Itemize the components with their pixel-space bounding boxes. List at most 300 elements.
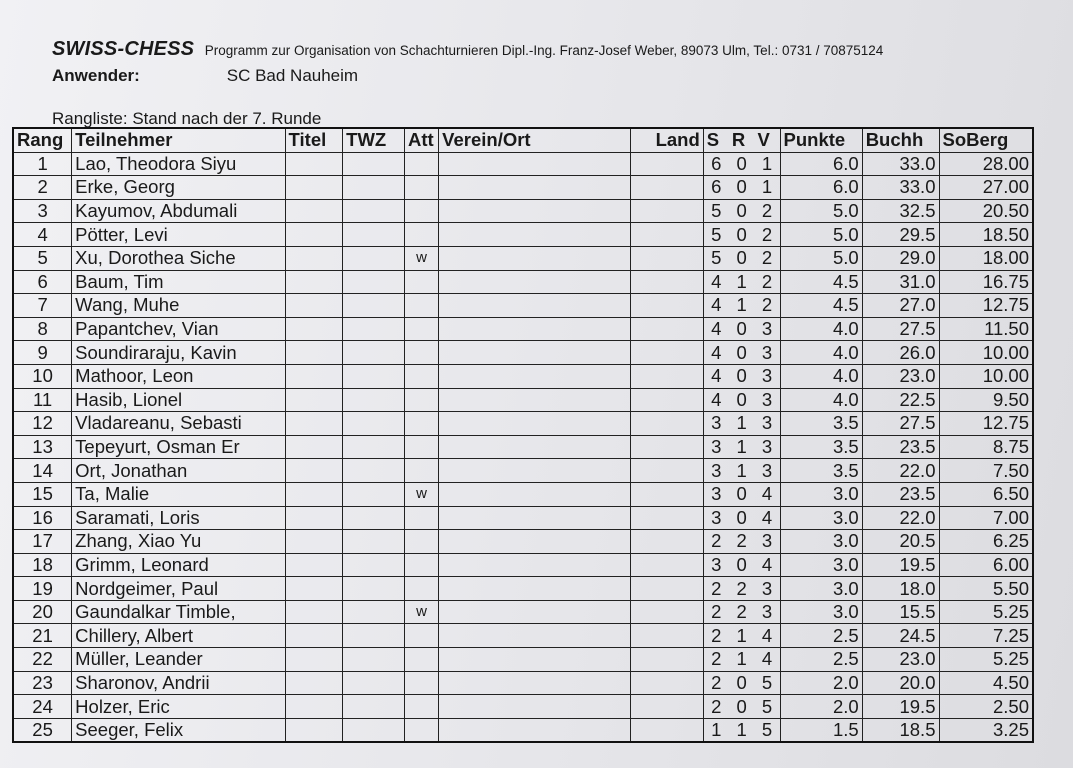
title-cell xyxy=(285,624,343,648)
table-row xyxy=(13,459,1033,483)
wins-cell: 5 xyxy=(703,246,729,270)
country-cell xyxy=(631,364,704,388)
points-cell: 6.0 xyxy=(780,176,862,200)
sonneborn-berger-cell: 9.50 xyxy=(939,388,1033,412)
country-cell xyxy=(631,412,704,436)
points-cell: 4.0 xyxy=(780,317,862,341)
draws-cell: 0 xyxy=(729,317,755,341)
points-cell: 3.0 xyxy=(780,506,862,530)
table-row xyxy=(13,223,1033,247)
draws-cell: 0 xyxy=(729,246,755,270)
rank-cell: 22 xyxy=(13,648,72,672)
title-cell xyxy=(285,577,343,601)
table-row xyxy=(13,152,1033,176)
points-cell: 2.0 xyxy=(780,695,862,719)
table-row xyxy=(13,577,1033,601)
sonneborn-berger-cell: 18.00 xyxy=(939,246,1033,270)
draws-cell: 1 xyxy=(729,412,755,436)
sonneborn-berger-cell: 7.00 xyxy=(939,506,1033,530)
wins-cell: 3 xyxy=(703,482,729,506)
wins-cell: 4 xyxy=(703,317,729,341)
sonneborn-berger-cell: 16.75 xyxy=(939,270,1033,294)
rank-cell: 10 xyxy=(13,364,72,388)
sonneborn-berger-cell: 27.00 xyxy=(939,176,1033,200)
twz-cell xyxy=(343,435,405,459)
club-cell xyxy=(439,223,631,247)
participant-name-cell: Müller, Leander xyxy=(72,648,285,672)
draws-cell: 1 xyxy=(729,648,755,672)
wins-cell: 4 xyxy=(703,388,729,412)
wins-cell: 2 xyxy=(703,624,729,648)
participant-name-cell: Kayumov, Abdumali xyxy=(72,199,285,223)
wins-cell: 3 xyxy=(703,435,729,459)
att-cell xyxy=(405,341,439,365)
wins-cell: 2 xyxy=(703,648,729,672)
wins-cell: 2 xyxy=(703,600,729,624)
points-cell: 4.0 xyxy=(780,341,862,365)
country-cell xyxy=(631,553,704,577)
club-cell xyxy=(439,270,631,294)
draws-cell: 0 xyxy=(729,695,755,719)
twz-cell xyxy=(343,624,405,648)
wins-cell: 5 xyxy=(703,199,729,223)
participant-name-cell: Vladareanu, Sebasti xyxy=(72,412,285,436)
country-cell xyxy=(631,294,704,318)
participant-name-cell: Ta, Malie xyxy=(72,482,285,506)
participant-name-cell: Zhang, Xiao Yu xyxy=(72,530,285,554)
losses-cell: 2 xyxy=(754,246,780,270)
draws-cell: 1 xyxy=(729,270,755,294)
draws-cell: 1 xyxy=(729,718,755,742)
program-info: Programm zur Organisation von Schachturnieren Dipl.-Ing. Franz-Josef Weber, 89073 Ulm, Tel.: 0731 / 70875124 xyxy=(204,43,884,58)
col-header-s: S xyxy=(703,128,729,152)
twz-cell xyxy=(343,341,405,365)
losses-cell: 3 xyxy=(754,412,780,436)
club-cell xyxy=(439,695,631,719)
buchholz-cell: 23.5 xyxy=(862,435,939,459)
participant-name-cell: Gaundalkar Timble, xyxy=(72,600,285,624)
twz-cell xyxy=(343,364,405,388)
table-header-row xyxy=(13,128,1033,152)
sonneborn-berger-cell: 11.50 xyxy=(939,317,1033,341)
losses-cell: 5 xyxy=(754,695,780,719)
losses-cell: 4 xyxy=(754,624,780,648)
col-header-rang: Rang xyxy=(13,128,72,152)
col-header-v: V xyxy=(754,128,780,152)
twz-cell xyxy=(343,482,405,506)
points-cell: 4.5 xyxy=(780,270,862,294)
twz-cell xyxy=(343,530,405,554)
points-cell: 3.5 xyxy=(780,412,862,436)
points-cell: 3.0 xyxy=(780,600,862,624)
club-cell xyxy=(439,600,631,624)
country-cell xyxy=(631,317,704,341)
buchholz-cell: 29.0 xyxy=(862,246,939,270)
buchholz-cell: 23.5 xyxy=(862,482,939,506)
col-header-teilnehmer: Teilnehmer xyxy=(72,128,285,152)
draws-cell: 0 xyxy=(729,152,755,176)
country-cell xyxy=(631,176,704,200)
club-cell xyxy=(439,176,631,200)
points-cell: 2.5 xyxy=(780,648,862,672)
country-cell xyxy=(631,152,704,176)
table-row xyxy=(13,695,1033,719)
rank-cell: 6 xyxy=(13,270,72,294)
buchholz-cell: 19.5 xyxy=(862,695,939,719)
draws-cell: 0 xyxy=(729,176,755,200)
wins-cell: 4 xyxy=(703,341,729,365)
participant-name-cell: Papantchev, Vian xyxy=(72,317,285,341)
club-cell xyxy=(439,577,631,601)
col-header-verein: Verein/Ort xyxy=(439,128,631,152)
club-cell xyxy=(439,624,631,648)
att-cell xyxy=(405,577,439,601)
losses-cell: 2 xyxy=(754,223,780,247)
col-header-twz: TWZ xyxy=(343,128,405,152)
club-cell xyxy=(439,388,631,412)
sonneborn-berger-cell: 4.50 xyxy=(939,671,1033,695)
twz-cell xyxy=(343,553,405,577)
rank-cell: 11 xyxy=(13,388,72,412)
club-cell xyxy=(439,671,631,695)
title-cell xyxy=(285,246,343,270)
country-cell xyxy=(631,577,704,601)
att-cell xyxy=(405,317,439,341)
title-cell xyxy=(285,270,343,294)
col-header-buchh: Buchh xyxy=(862,128,939,152)
participant-name-cell: Grimm, Leonard xyxy=(72,553,285,577)
losses-cell: 3 xyxy=(754,577,780,601)
att-cell xyxy=(405,459,439,483)
country-cell xyxy=(631,648,704,672)
sonneborn-berger-cell: 5.50 xyxy=(939,577,1033,601)
losses-cell: 4 xyxy=(754,553,780,577)
losses-cell: 3 xyxy=(754,341,780,365)
rank-cell: 9 xyxy=(13,341,72,365)
table-row xyxy=(13,435,1033,459)
country-cell xyxy=(631,482,704,506)
rank-cell: 20 xyxy=(13,600,72,624)
sonneborn-berger-cell: 5.25 xyxy=(939,648,1033,672)
points-cell: 3.0 xyxy=(780,553,862,577)
title-cell xyxy=(285,294,343,318)
losses-cell: 3 xyxy=(754,388,780,412)
points-cell: 3.0 xyxy=(780,577,862,601)
table-row xyxy=(13,317,1033,341)
sonneborn-berger-cell: 28.00 xyxy=(939,152,1033,176)
participant-name-cell: Saramati, Loris xyxy=(72,506,285,530)
draws-cell: 0 xyxy=(729,671,755,695)
club-cell xyxy=(439,199,631,223)
losses-cell: 2 xyxy=(754,294,780,318)
att-cell xyxy=(405,294,439,318)
club-cell xyxy=(439,317,631,341)
table-row xyxy=(13,648,1033,672)
points-cell: 4.5 xyxy=(780,294,862,318)
att-cell xyxy=(405,695,439,719)
draws-cell: 1 xyxy=(729,435,755,459)
brand-title: SWISS-CHESS xyxy=(52,38,195,60)
rank-cell: 18 xyxy=(13,553,72,577)
points-cell: 2.0 xyxy=(780,671,862,695)
wins-cell: 3 xyxy=(703,506,729,530)
att-cell: w xyxy=(405,482,439,506)
club-cell xyxy=(439,530,631,554)
twz-cell xyxy=(343,294,405,318)
wins-cell: 1 xyxy=(703,718,729,742)
twz-cell xyxy=(343,388,405,412)
country-cell xyxy=(631,223,704,247)
wins-cell: 2 xyxy=(703,695,729,719)
col-header-r: R xyxy=(729,128,755,152)
table-row xyxy=(13,553,1033,577)
country-cell xyxy=(631,506,704,530)
draws-cell: 0 xyxy=(729,364,755,388)
sonneborn-berger-cell: 2.50 xyxy=(939,695,1033,719)
twz-cell xyxy=(343,695,405,719)
att-cell xyxy=(405,553,439,577)
att-cell xyxy=(405,435,439,459)
col-header-soberg: SoBerg xyxy=(939,128,1033,152)
col-header-titel: Titel xyxy=(285,128,343,152)
title-cell xyxy=(285,530,343,554)
points-cell: 5.0 xyxy=(780,246,862,270)
title-cell xyxy=(285,435,343,459)
club-cell xyxy=(439,648,631,672)
losses-cell: 3 xyxy=(754,530,780,554)
twz-cell xyxy=(343,718,405,742)
losses-cell: 3 xyxy=(754,459,780,483)
draws-cell: 1 xyxy=(729,624,755,648)
wins-cell: 5 xyxy=(703,223,729,247)
rank-cell: 2 xyxy=(13,176,72,200)
wins-cell: 4 xyxy=(703,270,729,294)
country-cell xyxy=(631,199,704,223)
buchholz-cell: 22.0 xyxy=(862,506,939,530)
table-row xyxy=(13,718,1033,742)
participant-name-cell: Sharonov, Andrii xyxy=(72,671,285,695)
user-line xyxy=(52,66,358,86)
draws-cell: 2 xyxy=(729,530,755,554)
att-cell xyxy=(405,364,439,388)
att-cell: w xyxy=(405,600,439,624)
points-cell: 2.5 xyxy=(780,624,862,648)
rank-cell: 13 xyxy=(13,435,72,459)
twz-cell xyxy=(343,648,405,672)
title-cell xyxy=(285,412,343,436)
participant-name-cell: Nordgeimer, Paul xyxy=(72,577,285,601)
buchholz-cell: 29.5 xyxy=(862,223,939,247)
wins-cell: 6 xyxy=(703,152,729,176)
buchholz-cell: 20.5 xyxy=(862,530,939,554)
buchholz-cell: 19.5 xyxy=(862,553,939,577)
att-cell xyxy=(405,718,439,742)
att-cell xyxy=(405,648,439,672)
table-row xyxy=(13,176,1033,200)
rank-cell: 3 xyxy=(13,199,72,223)
att-cell xyxy=(405,199,439,223)
sonneborn-berger-cell: 6.00 xyxy=(939,553,1033,577)
club-cell xyxy=(439,506,631,530)
country-cell xyxy=(631,388,704,412)
rank-cell: 7 xyxy=(13,294,72,318)
col-header-punkte: Punkte xyxy=(780,128,862,152)
sonneborn-berger-cell: 7.50 xyxy=(939,459,1033,483)
table-row xyxy=(13,388,1033,412)
att-cell xyxy=(405,530,439,554)
losses-cell: 4 xyxy=(754,482,780,506)
draws-cell: 0 xyxy=(729,553,755,577)
buchholz-cell: 18.5 xyxy=(862,718,939,742)
rank-cell: 16 xyxy=(13,506,72,530)
program-header xyxy=(52,38,883,61)
buchholz-cell: 33.0 xyxy=(862,152,939,176)
losses-cell: 3 xyxy=(754,600,780,624)
buchholz-cell: 33.0 xyxy=(862,176,939,200)
title-cell xyxy=(285,176,343,200)
att-cell xyxy=(405,176,439,200)
club-cell xyxy=(439,364,631,388)
draws-cell: 0 xyxy=(729,223,755,247)
title-cell xyxy=(285,388,343,412)
points-cell: 6.0 xyxy=(780,152,862,176)
user-label: Anwender: xyxy=(52,66,140,85)
att-cell xyxy=(405,152,439,176)
losses-cell: 4 xyxy=(754,506,780,530)
twz-cell xyxy=(343,199,405,223)
twz-cell xyxy=(343,246,405,270)
club-cell xyxy=(439,718,631,742)
ranking-body xyxy=(13,152,1033,742)
points-cell: 5.0 xyxy=(780,199,862,223)
table-caption: Rangliste: Stand nach der 7. Runde xyxy=(52,109,322,128)
participant-name-cell: Lao, Theodora Siyu xyxy=(72,152,285,176)
buchholz-cell: 27.5 xyxy=(862,317,939,341)
table-row xyxy=(13,246,1033,270)
title-cell xyxy=(285,199,343,223)
buchholz-cell: 15.5 xyxy=(862,600,939,624)
country-cell xyxy=(631,341,704,365)
att-cell xyxy=(405,270,439,294)
twz-cell xyxy=(343,506,405,530)
twz-cell xyxy=(343,270,405,294)
participant-name-cell: Pötter, Levi xyxy=(72,223,285,247)
club-cell xyxy=(439,246,631,270)
title-cell xyxy=(285,553,343,577)
title-cell xyxy=(285,718,343,742)
club-cell xyxy=(439,294,631,318)
participant-name-cell: Erke, Georg xyxy=(72,176,285,200)
rank-cell: 8 xyxy=(13,317,72,341)
wins-cell: 3 xyxy=(703,553,729,577)
buchholz-cell: 23.0 xyxy=(862,648,939,672)
losses-cell: 1 xyxy=(754,152,780,176)
country-cell xyxy=(631,246,704,270)
participant-name-cell: Seeger, Felix xyxy=(72,718,285,742)
title-cell xyxy=(285,648,343,672)
att-cell xyxy=(405,506,439,530)
country-cell xyxy=(631,718,704,742)
rank-cell: 21 xyxy=(13,624,72,648)
points-cell: 4.0 xyxy=(780,364,862,388)
draws-cell: 1 xyxy=(729,294,755,318)
title-cell xyxy=(285,600,343,624)
country-cell xyxy=(631,459,704,483)
att-cell xyxy=(405,624,439,648)
table-row xyxy=(13,624,1033,648)
rank-cell: 15 xyxy=(13,482,72,506)
twz-cell xyxy=(343,152,405,176)
att-cell xyxy=(405,671,439,695)
losses-cell: 3 xyxy=(754,435,780,459)
buchholz-cell: 24.5 xyxy=(862,624,939,648)
att-cell xyxy=(405,388,439,412)
buchholz-cell: 20.0 xyxy=(862,671,939,695)
table-row xyxy=(13,530,1033,554)
losses-cell: 2 xyxy=(754,270,780,294)
sonneborn-berger-cell: 10.00 xyxy=(939,341,1033,365)
draws-cell: 0 xyxy=(729,199,755,223)
losses-cell: 2 xyxy=(754,199,780,223)
participant-name-cell: Tepeyurt, Osman Er xyxy=(72,435,285,459)
buchholz-cell: 26.0 xyxy=(862,341,939,365)
sonneborn-berger-cell: 10.00 xyxy=(939,364,1033,388)
table-row xyxy=(13,412,1033,436)
title-cell xyxy=(285,317,343,341)
twz-cell xyxy=(343,600,405,624)
title-cell xyxy=(285,152,343,176)
buchholz-cell: 22.0 xyxy=(862,459,939,483)
club-cell xyxy=(439,459,631,483)
points-cell: 3.5 xyxy=(780,459,862,483)
club-cell xyxy=(439,435,631,459)
points-cell: 5.0 xyxy=(780,223,862,247)
col-header-land: Land xyxy=(631,128,704,152)
att-cell xyxy=(405,223,439,247)
points-cell: 3.0 xyxy=(780,530,862,554)
sonneborn-berger-cell: 5.25 xyxy=(939,600,1033,624)
wins-cell: 2 xyxy=(703,671,729,695)
buchholz-cell: 32.5 xyxy=(862,199,939,223)
twz-cell xyxy=(343,459,405,483)
title-cell xyxy=(285,341,343,365)
points-cell: 1.5 xyxy=(780,718,862,742)
table-row xyxy=(13,341,1033,365)
rank-cell: 23 xyxy=(13,671,72,695)
att-cell xyxy=(405,412,439,436)
table-row xyxy=(13,506,1033,530)
participant-name-cell: Ort, Jonathan xyxy=(72,459,285,483)
title-cell xyxy=(285,364,343,388)
wins-cell: 4 xyxy=(703,364,729,388)
wins-cell: 6 xyxy=(703,176,729,200)
country-cell xyxy=(631,624,704,648)
points-cell: 3.5 xyxy=(780,435,862,459)
country-cell xyxy=(631,671,704,695)
table-row xyxy=(13,294,1033,318)
country-cell xyxy=(631,695,704,719)
participant-name-cell: Hasib, Lionel xyxy=(72,388,285,412)
sonneborn-berger-cell: 8.75 xyxy=(939,435,1033,459)
title-cell xyxy=(285,695,343,719)
user-value: SC Bad Nauheim xyxy=(226,66,359,85)
rank-cell: 19 xyxy=(13,577,72,601)
wins-cell: 2 xyxy=(703,530,729,554)
table-row xyxy=(13,482,1033,506)
twz-cell xyxy=(343,176,405,200)
losses-cell: 3 xyxy=(754,317,780,341)
table-row xyxy=(13,199,1033,223)
